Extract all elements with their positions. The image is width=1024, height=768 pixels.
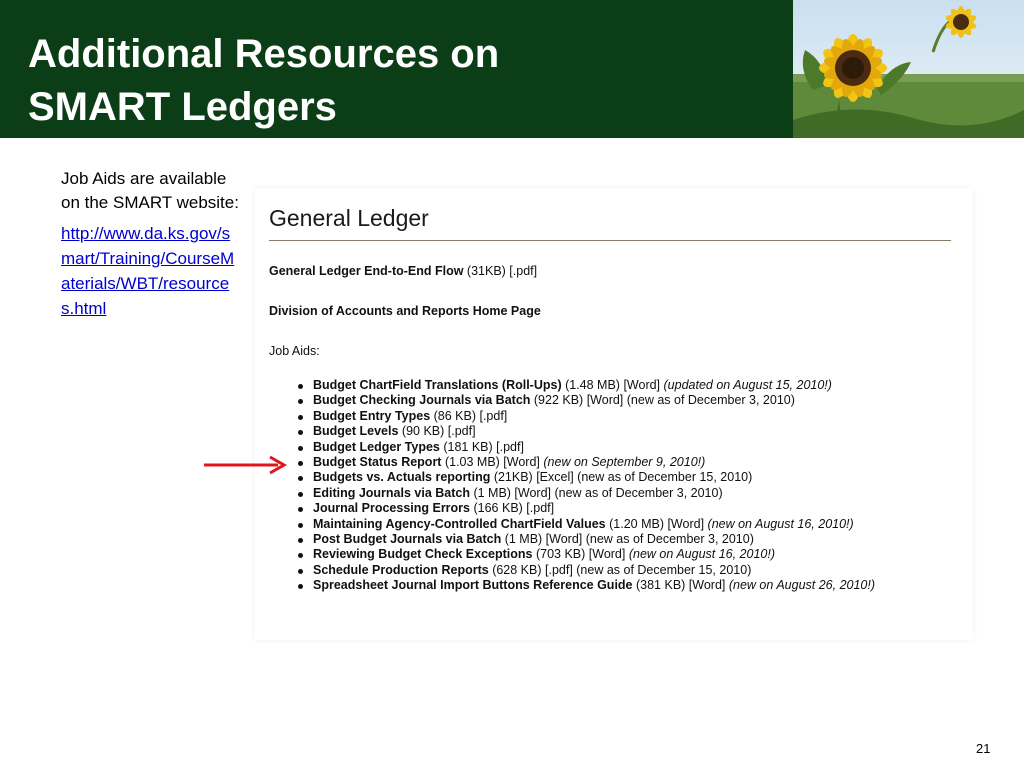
- list-item: [295, 532, 875, 547]
- list-item: [295, 378, 875, 393]
- job-aid-link[interactable]: Budget Entry Types: [313, 408, 431, 423]
- page-number: 21: [976, 741, 991, 756]
- end-to-end-flow-info: (31KB) [.pdf]: [463, 264, 538, 278]
- job-aid-link[interactable]: Editing Journals via Batch: [313, 485, 470, 500]
- job-aid-note: (new on August 16, 2010!): [707, 516, 854, 531]
- list-item: [295, 501, 875, 516]
- list-item: [295, 409, 875, 424]
- job-aid-link[interactable]: Budget Levels: [313, 424, 399, 439]
- job-aid-link[interactable]: Post Budget Journals via Batch: [313, 532, 502, 547]
- red-arrow-icon: [204, 455, 290, 475]
- list-item: [295, 470, 875, 485]
- general-ledger-heading: General Ledger: [269, 205, 429, 231]
- job-aid-link[interactable]: Journal Processing Errors: [313, 501, 471, 516]
- job-aid-info: (1.03 MB) [Word]: [441, 455, 544, 470]
- list-item: [295, 517, 875, 532]
- heading-divider: [269, 240, 951, 241]
- list-item: [295, 578, 875, 593]
- job-aid-info: (1 MB) [Word] (new as of December 3, 2010): [469, 485, 723, 500]
- job-aid-link[interactable]: Maintaining Agency-Controlled ChartField Values: [313, 516, 606, 531]
- job-aid-info: (922 KB) [Word] (new as of December 3, 2010): [530, 393, 795, 408]
- job-aid-link[interactable]: Schedule Production Reports: [313, 562, 489, 577]
- job-aid-link[interactable]: Budget Status Report: [313, 455, 442, 470]
- end-to-end-flow-entry: [269, 264, 537, 278]
- intro-text: Job Aids are available on the SMART website:: [61, 169, 239, 212]
- smart-website-link[interactable]: http://www.da.ks.gov/smart/Training/CourseMaterials/WBT/resources.html: [61, 224, 235, 318]
- job-aid-link[interactable]: Budget Checking Journals via Batch: [313, 393, 531, 408]
- slide-header: [0, 0, 1024, 138]
- job-aids-list: [295, 378, 875, 594]
- job-aid-note: (new on September 9, 2010!): [543, 455, 706, 470]
- intro-column: [61, 167, 239, 321]
- job-aid-info: (86 KB) [.pdf]: [430, 408, 508, 423]
- list-item: [295, 440, 875, 455]
- job-aid-info: (1 MB) [Word] (new as of December 3, 2010): [501, 532, 754, 547]
- job-aid-info: (181 KB) [.pdf]: [439, 439, 524, 454]
- list-item: [295, 563, 875, 578]
- job-aid-info: (21KB) [Excel] (new as of December 15, 2010): [490, 470, 753, 485]
- job-aid-note: (updated on August 15, 2010!): [663, 378, 832, 392]
- job-aid-link[interactable]: Budget ChartField Translations (Roll-Ups): [313, 378, 562, 392]
- list-item: [295, 393, 875, 408]
- job-aid-info: (90 KB) [.pdf]: [398, 424, 476, 439]
- job-aid-note: (new on August 16, 2010!): [628, 547, 776, 562]
- sunflower-photo: [793, 0, 1024, 138]
- job-aid-info: (1.20 MB) [Word]: [605, 516, 708, 531]
- list-item: [295, 486, 875, 501]
- list-item: [295, 455, 875, 470]
- slide-title-line-2: SMART Ledgers: [28, 85, 337, 129]
- job-aid-note: (new on August 26, 2010!): [728, 578, 876, 593]
- job-aid-info: (166 KB) [.pdf]: [470, 501, 555, 516]
- job-aid-link[interactable]: Budgets vs. Actuals reporting: [313, 470, 491, 485]
- home-page-link[interactable]: Division of Accounts and Reports Home Page: [269, 304, 541, 318]
- job-aid-info: (381 KB) [Word]: [632, 578, 729, 593]
- job-aid-info: (1.48 MB) [Word]: [561, 378, 664, 392]
- job-aid-info: (703 KB) [Word]: [532, 547, 629, 562]
- job-aids-label: Job Aids:: [269, 344, 320, 358]
- general-ledger-screenshot: [255, 188, 973, 640]
- job-aid-link[interactable]: Spreadsheet Journal Import Buttons Reference Guide: [313, 578, 633, 593]
- list-item: [295, 547, 875, 562]
- job-aid-info: (628 KB) [.pdf] (new as of December 15, 2010): [488, 562, 752, 577]
- end-to-end-flow-link[interactable]: General Ledger End-to-End Flow: [269, 264, 464, 278]
- slide-title: [28, 28, 499, 134]
- list-item: [295, 424, 875, 439]
- job-aid-link[interactable]: Budget Ledger Types: [313, 439, 440, 454]
- job-aid-link[interactable]: Reviewing Budget Check Exceptions: [313, 547, 533, 562]
- slide-title-line-1: Additional Resources on: [28, 32, 500, 76]
- home-page-entry: [269, 304, 541, 318]
